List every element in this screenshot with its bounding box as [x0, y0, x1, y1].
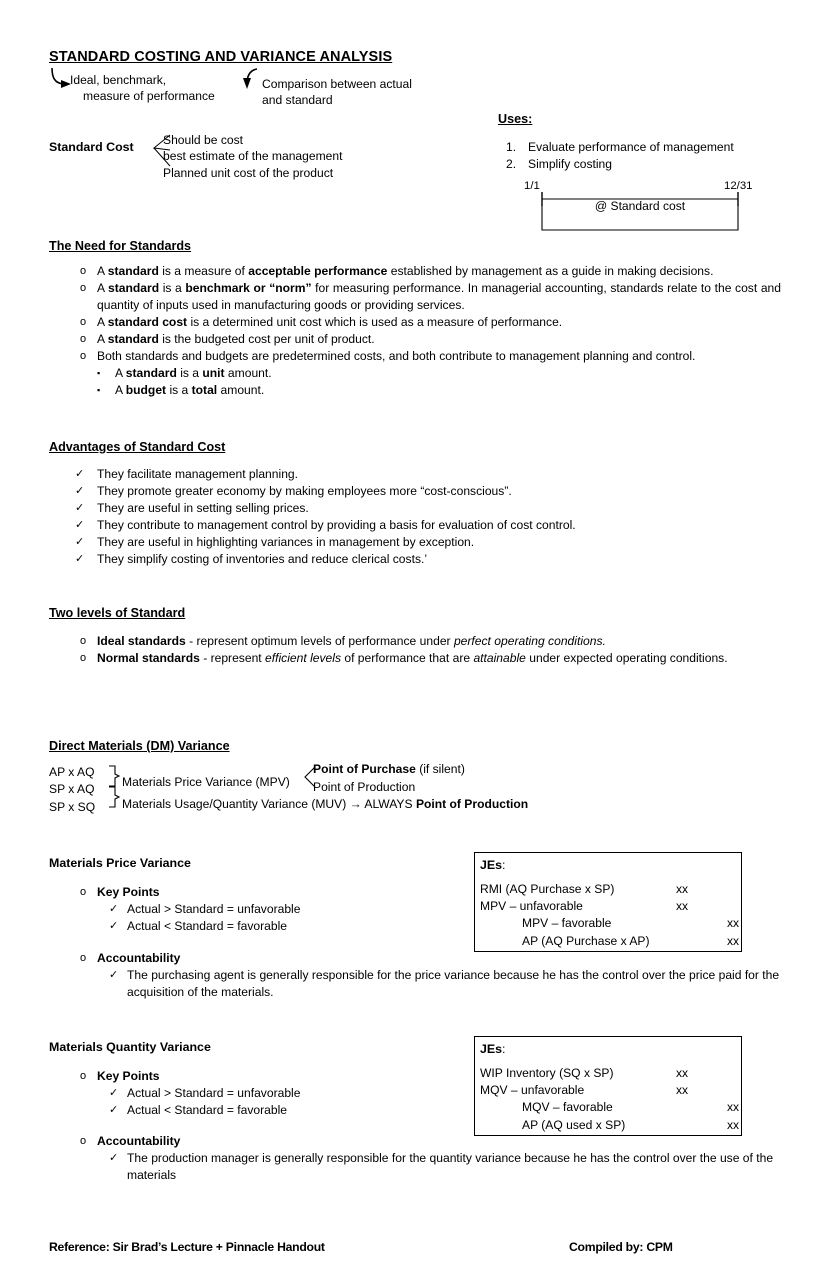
mpv-je-account-2: MPV – favorable [522, 916, 612, 931]
mqv-je-credit-3: xx [727, 1117, 740, 1132]
list-item [49, 466, 781, 483]
bullet-circle-icon [80, 884, 96, 902]
standard-cost-fan-items [163, 132, 443, 181]
check-icon [75, 483, 91, 501]
mqv-je-title-text: JEs [480, 1042, 503, 1056]
need-item-4: Both standards and budgets are predetermined costs, and both contribute to management planning and control. [97, 348, 696, 363]
je-row [480, 933, 741, 950]
mpv-accountability-block [49, 950, 781, 1001]
need-for-standards-heading: The Need for Standards [49, 239, 192, 253]
need-item-1: A standard is a benchmark or “norm” for measuring performance. In managerial accounting, standards relate to the cost and quantity of inputs used in manufacturing goods or providing services. [97, 281, 782, 312]
two-levels-list [49, 633, 781, 667]
advantage-4: They are useful in highlighting variances in management by exception. [97, 535, 475, 550]
mpv-accountability-text: The purchasing agent is generally responsible for the price variance because he has the control over the price paid for the acquisition of the materials. [127, 968, 780, 999]
bullet-circle-icon [80, 348, 96, 366]
advantages-list [49, 466, 781, 569]
footer-compiled-by: Compiled by: CPM [569, 1240, 673, 1254]
two-levels-item-0: Ideal standards - represent optimum levels of performance under perfect operating conditions. [97, 634, 606, 648]
bullet-circle-icon [80, 1068, 96, 1086]
mpv-je-title [480, 857, 741, 874]
annotation-left-line2: measure of performance [83, 89, 215, 104]
uses-item-0-num: 1. [506, 140, 517, 154]
mpv-branch-1-bold: Point of Purchase [313, 762, 416, 776]
dm-bracket-upper-icon [108, 765, 122, 815]
je-row [480, 1117, 741, 1134]
mqv-journal-entry-box [474, 1036, 742, 1136]
check-icon [109, 1085, 125, 1103]
uses-heading-colon: : [528, 112, 533, 126]
annotation-right-line2: and standard [262, 93, 333, 108]
mqv-key-points-label: Key Points [97, 1069, 160, 1083]
muv-label-bold: Point of Production [415, 797, 529, 811]
advantages-heading: Advantages of Standard Cost [49, 440, 226, 454]
list-item [49, 263, 781, 280]
je-row [480, 915, 741, 932]
footer-reference: Reference: Sir Brad’s Lecture + Pinnacle Handout [49, 1240, 325, 1254]
dm-variance-heading: Direct Materials (DM) Variance [49, 739, 230, 753]
mpv-label: Materials Price Variance (MPV) [122, 775, 290, 789]
uses-heading-text: Uses [498, 112, 529, 126]
mpv-je-title-colon: : [502, 858, 506, 872]
mpv-je-debit-0: xx [676, 882, 689, 896]
uses-item-1-num: 2. [506, 157, 517, 172]
mpv-journal-entry-box [474, 852, 742, 952]
mpv-branch-1 [313, 762, 465, 776]
fan-item-0: Should be cost [163, 133, 244, 147]
mpv-je-debit-1: xx [676, 899, 689, 914]
mqv-je-debit-0: xx [676, 1066, 689, 1080]
mpv-je-account-0: RMI (AQ Purchase x SP) [480, 882, 615, 896]
uses-list [506, 139, 734, 173]
mpv-key-points-label: Key Points [97, 885, 160, 899]
timeline-end-label: 12/31 [724, 180, 753, 192]
mqv-accountability-label: Accountability [97, 1134, 181, 1148]
mpv-key-point-1: Actual < Standard = favorable [127, 919, 288, 934]
mqv-je-title-colon: : [502, 1042, 506, 1056]
check-icon [75, 500, 91, 518]
need-for-standards-list [49, 263, 781, 399]
mpv-key-points-block [49, 884, 449, 935]
list-item [49, 551, 781, 568]
list-item [49, 382, 781, 399]
fan-item-1: best estimate of the management [163, 149, 343, 164]
mqv-je-debit-1: xx [676, 1083, 689, 1098]
list-item [49, 331, 781, 348]
page-title: STANDARD COSTING AND VARIANCE ANALYSIS [49, 49, 393, 65]
dm-left-row-2: SP x SQ [49, 799, 96, 814]
check-icon [109, 967, 125, 985]
list-item [49, 314, 781, 331]
mpv-je-title-text: JEs [480, 858, 503, 872]
need-subitem-0: A standard is a unit amount. [115, 366, 272, 381]
mqv-je-account-2: MQV – favorable [522, 1100, 613, 1115]
mqv-key-points-block [49, 1068, 449, 1119]
annotation-left-line1: Ideal, benchmark, [70, 73, 167, 87]
list-item [49, 348, 781, 365]
list-item [49, 1068, 449, 1085]
check-icon [75, 517, 91, 535]
need-item-3: A standard is the budgeted cost per unit of product. [97, 331, 375, 346]
check-icon [109, 918, 125, 936]
mpv-je-credit-3: xx [727, 933, 740, 948]
spacer [480, 1058, 741, 1065]
bullet-circle-icon [80, 314, 96, 332]
je-row [480, 1065, 741, 1082]
list-item [49, 884, 449, 901]
two-levels-heading: Two levels of Standard [49, 606, 186, 620]
check-icon [109, 1102, 125, 1120]
list-item [49, 1102, 449, 1119]
mqv-accountability-block [49, 1133, 781, 1184]
list-item [49, 950, 781, 967]
list-item [49, 534, 781, 551]
advantage-5: They simplify costing of inventories and reduce clerical costs.’ [97, 552, 428, 567]
mqv-key-point-1: Actual < Standard = favorable [127, 1103, 288, 1118]
check-icon [75, 534, 91, 552]
uses-item-1-text: Simplify costing [528, 157, 613, 172]
dm-left-row-0: AP x AQ [49, 765, 95, 779]
muv-label-text: Materials Usage/Quantity Variance (MUV) → ALWAYS [122, 797, 416, 811]
mpv-je-account-3: AP (AQ Purchase x AP) [522, 933, 650, 948]
list-item [49, 517, 781, 534]
mpv-key-point-0: Actual > Standard = unfavorable [127, 902, 301, 917]
need-item-2: A standard cost is a determined unit cost which is used as a measure of performance. [97, 314, 563, 329]
list-item [49, 650, 781, 667]
check-icon [75, 466, 91, 484]
list-item [49, 483, 781, 500]
list-item [49, 280, 781, 313]
mqv-key-point-0: Actual > Standard = unfavorable [127, 1086, 301, 1101]
uses-item-0-text: Evaluate performance of management [528, 140, 734, 154]
bullet-circle-icon [80, 633, 96, 651]
mpv-branch-1-rest: (if silent) [415, 762, 465, 776]
je-row [480, 1099, 741, 1116]
mqv-je-credit-2: xx [727, 1100, 740, 1115]
bullet-square-icon [97, 382, 113, 400]
check-icon [109, 1150, 125, 1168]
list-item [49, 967, 781, 1000]
bullet-circle-icon [80, 950, 96, 968]
dm-left-row-1: SP x AQ [49, 782, 95, 797]
mqv-je-account-1: MQV – unfavorable [480, 1083, 585, 1098]
list-item [49, 1150, 781, 1183]
materials-quantity-variance-heading: Materials Quantity Variance [49, 1040, 211, 1054]
advantage-1: They promote greater economy by making employees more “cost-conscious”. [97, 484, 512, 499]
timeline-start-label: 1/1 [524, 180, 540, 192]
mpv-accountability-label: Accountability [97, 951, 181, 965]
advantage-3: They contribute to management control by providing a basis for evaluation of cost control. [97, 518, 576, 533]
timeline-band-label: @ Standard cost [594, 199, 686, 213]
je-row [480, 1082, 741, 1099]
mpv-je-credit-2: xx [727, 916, 740, 931]
standard-cost-term: Standard Cost [49, 140, 134, 154]
bullet-circle-icon [80, 263, 96, 281]
dm-variance-left-column [49, 764, 95, 816]
list-item [49, 901, 449, 918]
list-item [49, 365, 781, 382]
bullet-circle-icon [80, 1133, 96, 1151]
annotation-right-line1: Comparison between actual [262, 77, 412, 91]
je-row [480, 881, 741, 898]
list-item [49, 633, 781, 650]
mqv-je-account-3: AP (AQ used x SP) [522, 1117, 626, 1132]
fan-item-2: Planned unit cost of the product [163, 165, 334, 180]
muv-label [122, 797, 528, 811]
mqv-je-account-0: WIP Inventory (SQ x SP) [480, 1066, 614, 1080]
spacer [480, 874, 741, 881]
annotation-right [262, 76, 512, 109]
need-item-0: A standard is a measure of acceptable performance established by management as a guide in making decisions. [97, 264, 714, 278]
mpv-je-account-1: MPV – unfavorable [480, 899, 583, 914]
bullet-circle-icon [80, 331, 96, 349]
advantage-0: They facilitate management planning. [97, 467, 299, 481]
mqv-accountability-text: The production manager is generally responsible for the quantity variance because he has the control over the use of the materials [127, 1151, 774, 1182]
check-icon [109, 901, 125, 919]
list-item [49, 1085, 449, 1102]
list-item [49, 500, 781, 517]
list-item [49, 918, 449, 935]
bullet-circle-icon [80, 280, 96, 298]
need-subitem-1: A budget is a total amount. [115, 383, 265, 398]
uses-list-item [506, 139, 734, 156]
bullet-circle-icon [80, 650, 96, 668]
je-row [480, 898, 741, 915]
uses-heading [498, 112, 532, 126]
check-icon [75, 551, 91, 569]
mpv-branch-2: Point of Production [313, 780, 416, 794]
mqv-je-title [480, 1041, 741, 1058]
materials-price-variance-heading: Materials Price Variance [49, 856, 191, 870]
two-levels-item-1: Normal standards - represent efficient levels of performance that are attainable under expected operating conditions. [97, 651, 728, 666]
uses-list-item [506, 156, 734, 173]
bullet-square-icon [97, 365, 113, 383]
advantage-2: They are useful in setting selling prices. [97, 501, 309, 516]
